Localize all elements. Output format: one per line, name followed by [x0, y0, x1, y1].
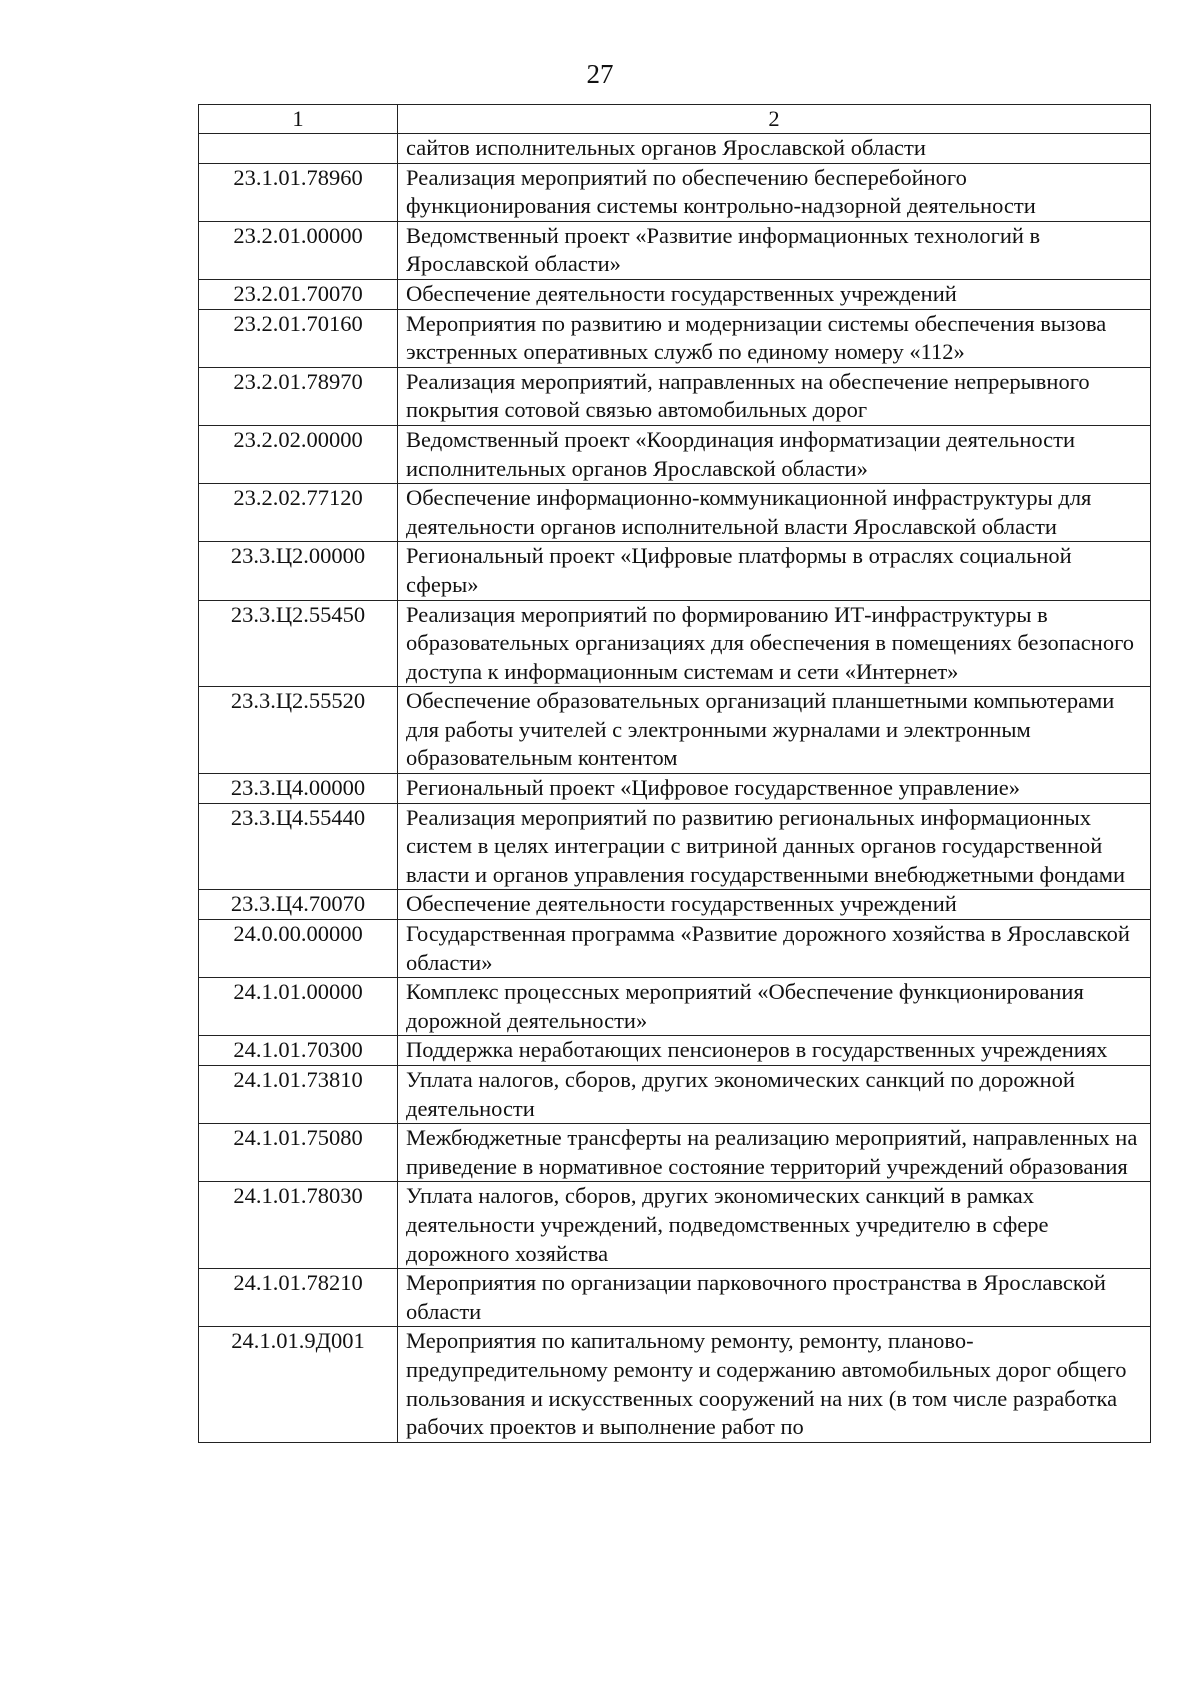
row-code: 23.1.01.78960 — [199, 163, 398, 221]
table-row — [199, 484, 1151, 542]
table-row — [199, 425, 1151, 483]
row-code: 23.2.01.00000 — [199, 221, 398, 279]
row-code: 24.1.01.00000 — [199, 978, 398, 1036]
row-name: Реализация мероприятий по развитию региональных информационных систем в целях интеграции с витриной данных органов государственной власти и органов управления государственными внебюджетными фондами — [398, 803, 1151, 890]
table-row — [199, 542, 1151, 600]
table-row — [199, 1269, 1151, 1327]
table-row — [199, 600, 1151, 687]
row-code: 24.1.01.73810 — [199, 1066, 398, 1124]
row-name: Обеспечение образовательных организаций планшетными компьютерами для работы учителей с электронными журналами и электронным образовательным контентом — [398, 687, 1151, 774]
table-row — [199, 367, 1151, 425]
table-row — [199, 1066, 1151, 1124]
table-row — [199, 687, 1151, 774]
table-row — [199, 803, 1151, 890]
table-row — [199, 1036, 1151, 1066]
row-code: 23.2.02.00000 — [199, 425, 398, 483]
row-name: Региональный проект «Цифровое государственное управление» — [398, 774, 1151, 804]
column-header-code: 1 — [199, 105, 398, 134]
row-code: 23.3.Ц4.55440 — [199, 803, 398, 890]
row-name: Комплекс процессных мероприятий «Обеспечение функционирования дорожной деятельности» — [398, 978, 1151, 1036]
row-code: 23.2.01.70160 — [199, 309, 398, 367]
page-number: 27 — [586, 59, 614, 89]
row-name: Мероприятия по капитальному ремонту, ремонту, планово-предупредительному ремонту и содержанию автомобильных дорог общего пользования и искусственных сооружений на них (в том числе разработка рабочих проектов и выполнение работ по — [398, 1327, 1151, 1442]
row-name: Поддержка неработающих пенсионеров в государственных учреждениях — [398, 1036, 1151, 1066]
row-name: Ведомственный проект «Координация информатизации деятельности исполнительных органов Ярославской области» — [398, 425, 1151, 483]
row-code: 23.3.Ц4.00000 — [199, 774, 398, 804]
row-code: 23.2.02.77120 — [199, 484, 398, 542]
row-name: Уплата налогов, сборов, других экономических санкций в рамках деятельности учреждений, подведомственных учредителю в сфере дорожного хозяйства — [398, 1182, 1151, 1269]
row-name: Обеспечение информационно-коммуникационной инфраструктуры для деятельности органов исполнительной власти Ярославской области — [398, 484, 1151, 542]
table-row — [199, 890, 1151, 920]
row-name: Обеспечение деятельности государственных учреждений — [398, 279, 1151, 309]
row-code — [199, 134, 398, 164]
row-name: сайтов исполнительных органов Ярославской области — [398, 134, 1151, 164]
row-name: Реализация мероприятий по обеспечению бесперебойного функционирования системы контрольно-надзорной деятельности — [398, 163, 1151, 221]
table-row — [199, 221, 1151, 279]
row-code: 23.3.Ц2.55450 — [199, 600, 398, 687]
row-code: 24.0.00.00000 — [199, 920, 398, 978]
row-code: 23.3.Ц4.70070 — [199, 890, 398, 920]
row-code: 24.1.01.78210 — [199, 1269, 398, 1327]
row-code: 24.1.01.75080 — [199, 1124, 398, 1182]
column-header-name: 2 — [398, 105, 1151, 134]
row-code: 24.1.01.9Д001 — [199, 1327, 398, 1442]
row-name: Обеспечение деятельности государственных учреждений — [398, 890, 1151, 920]
row-name: Региональный проект «Цифровые платформы в отраслях социальной сферы» — [398, 542, 1151, 600]
row-name: Реализация мероприятий по формированию ИТ-инфраструктуры в образовательных организациях для обеспечения в помещениях безопасного доступа к информационным системам и сети «Интернет» — [398, 600, 1151, 687]
table-header-row — [199, 105, 1151, 134]
row-code: 23.3.Ц2.00000 — [199, 542, 398, 600]
row-code: 23.2.01.78970 — [199, 367, 398, 425]
budget-classification-table — [198, 104, 1151, 1443]
table-row — [199, 279, 1151, 309]
row-name: Реализация мероприятий, направленных на обеспечение непрерывного покрытия сотовой связью автомобильных дорог — [398, 367, 1151, 425]
row-code: 24.1.01.78030 — [199, 1182, 398, 1269]
row-code: 23.3.Ц2.55520 — [199, 687, 398, 774]
table-row — [199, 134, 1151, 164]
table-row — [199, 1182, 1151, 1269]
row-name: Государственная программа «Развитие дорожного хозяйства в Ярославской области» — [398, 920, 1151, 978]
row-name: Уплата налогов, сборов, других экономических санкций по дорожной деятельности — [398, 1066, 1151, 1124]
table-row — [199, 309, 1151, 367]
table-row — [199, 978, 1151, 1036]
row-code: 24.1.01.70300 — [199, 1036, 398, 1066]
row-name: Мероприятия по развитию и модернизации системы обеспечения вызова экстренных оперативных служб по единому номеру «112» — [398, 309, 1151, 367]
table-row — [199, 920, 1151, 978]
table-row — [199, 1124, 1151, 1182]
row-name: Межбюджетные трансферты на реализацию мероприятий, направленных на приведение в нормативное состояние территорий учреждений образования — [398, 1124, 1151, 1182]
row-code: 23.2.01.70070 — [199, 279, 398, 309]
table-row — [199, 1327, 1151, 1442]
table-row — [199, 163, 1151, 221]
row-name: Мероприятия по организации парковочного пространства в Ярославской области — [398, 1269, 1151, 1327]
table-row — [199, 774, 1151, 804]
row-name: Ведомственный проект «Развитие информационных технологий в Ярославской области» — [398, 221, 1151, 279]
